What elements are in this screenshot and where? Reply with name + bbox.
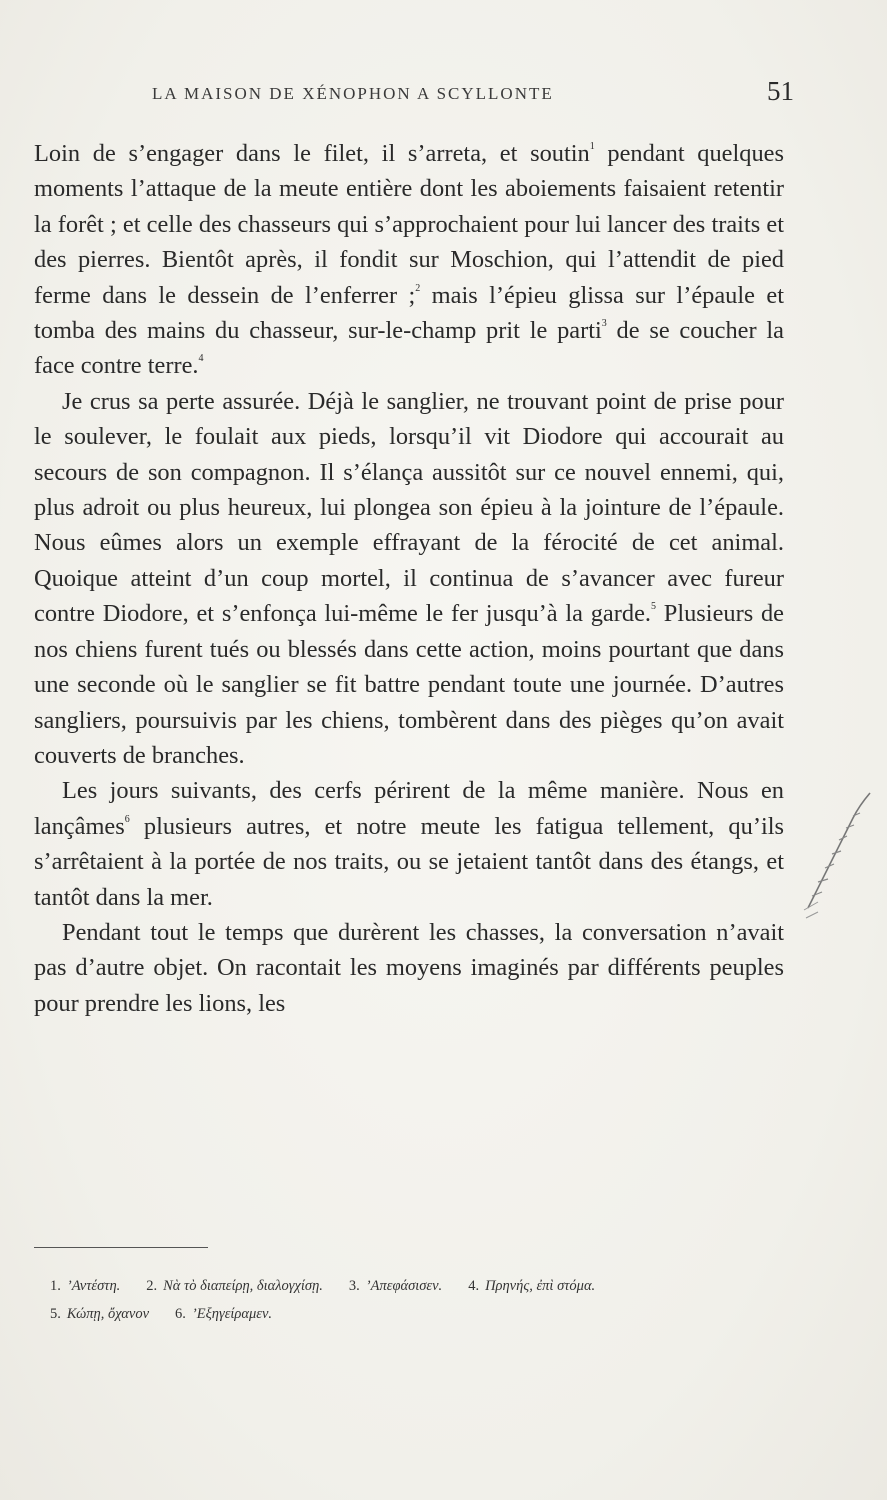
footnote-number: 1. (50, 1278, 61, 1294)
footnote (50, 1272, 120, 1300)
footnote-ref: 3 (601, 318, 607, 330)
footnote-number: 6. (175, 1306, 186, 1322)
footnote-ref: 5 (651, 601, 656, 613)
footnote (175, 1300, 272, 1328)
footnote-number: 4. (468, 1278, 480, 1294)
footnotes (50, 1272, 790, 1328)
footnote-line-2 (50, 1300, 790, 1328)
paragraph-text: Loin de s’engager dans le filet, il s’arreta, et soutin (34, 140, 590, 167)
page-header (34, 76, 794, 116)
footnote-ref: 6 (124, 813, 130, 825)
footnote-ref: 4 (198, 353, 204, 365)
paragraph-2 (34, 384, 784, 773)
paragraph-text: plusieurs autres, et notre meute les fatigua tellement, qu’ils s’arrêtaient à la portée de nos traits, ou se jetaient tantôt dans des étangs, et tantôt dans la mer. (34, 812, 784, 911)
footnote-text: Πρηνής, ἐπὶ στόμα. (485, 1278, 596, 1294)
paragraph-4 (34, 915, 784, 1021)
footnote-ref: 1 (589, 141, 595, 152)
footnote-text: Κώπῃ, ὄχανον (66, 1306, 150, 1322)
paragraph-text: de se coucher la face contre terre. (34, 317, 784, 380)
footnote (468, 1272, 595, 1300)
footnote (146, 1272, 323, 1300)
running-head: LA MAISON DE XÉNOPHON A SCYLLONTE (152, 84, 554, 103)
paragraph-text: Pendant tout le temps que durèrent les chasses, la conversation n’avait pas d’autre objet. On racontait les moyens imaginés par différents peuples pour prendre les lions, les (34, 918, 784, 1017)
paragraph-text: mais l’épieu glissa sur l’épaule et tomba des mains du chasseur, sur-le-champ prit le parti (34, 281, 784, 345)
footnote-text: ’Απεφάσισεν. (365, 1278, 443, 1294)
paragraph-text: Plusieurs de nos chiens furent tués ou blessés dans cette action, moins pourtant que dans une seconde où le sanglier se fit battre pendant toute une journée. D’autres sangliers, poursuivis par les chiens, tombèrent dans des pièges qu’on avait couverts de branches. (34, 600, 784, 769)
footnote (50, 1300, 149, 1328)
paragraph-3 (34, 773, 784, 915)
footnote-text: Νὰ τὸ διαπείρῃ, διαλογχίσῃ. (163, 1278, 323, 1294)
footnote-number: 2. (146, 1278, 158, 1294)
footnote (349, 1272, 442, 1300)
paragraph-text: Je crus sa perte assurée. Déjà le sanglier, ne trouvant point de prise pour le soulever, le foulait aux pieds, lorsqu’il vit Diodore qui accourait au secours de son compagnon. Il s’élança aussitôt sur ce nouvel ennemi, qui, plus adroit ou plus heureux, lui plongea son épieu à la jointure de l’épaule. Nous eûmes alors un exemple effrayant de la férocité de cet animal. Quoique atteint d’un coup mortel, il continua de s’avancer avec fureur contre Diodore, et s’enfonça lui-même le fer jusqu’à la garde. (34, 387, 784, 628)
footnote-number: 5. (50, 1306, 61, 1322)
footnote-divider (34, 1247, 208, 1248)
paragraph-text: pendant quelques moments l’attaque de la meute entière dont les aboiements faisaient retentir la forêt ; et celle des chasseurs qui s’approchaient pour lui lancer des traits et des pierres. Bientôt après, il fondit sur Moschion, qui l’attendit de pied ferme dans le dessein de l’enferrer ; (34, 140, 784, 309)
footnote-ref: 2 (415, 282, 421, 294)
margin-pencil-mark (798, 778, 878, 928)
footnote-line-1 (50, 1272, 790, 1300)
paragraph-1 (34, 136, 784, 384)
footnote-text: ’Εξηγείραμεν. (191, 1306, 273, 1322)
paragraph-text: Les jours suivants, des cerfs périrent de la même manière. Nous en lançâmes (34, 777, 784, 840)
page-number: 51 (767, 76, 794, 106)
body-text (34, 136, 784, 1021)
footnote-text: ’Αντέστη. (66, 1278, 121, 1294)
footnote-number: 3. (348, 1278, 360, 1294)
